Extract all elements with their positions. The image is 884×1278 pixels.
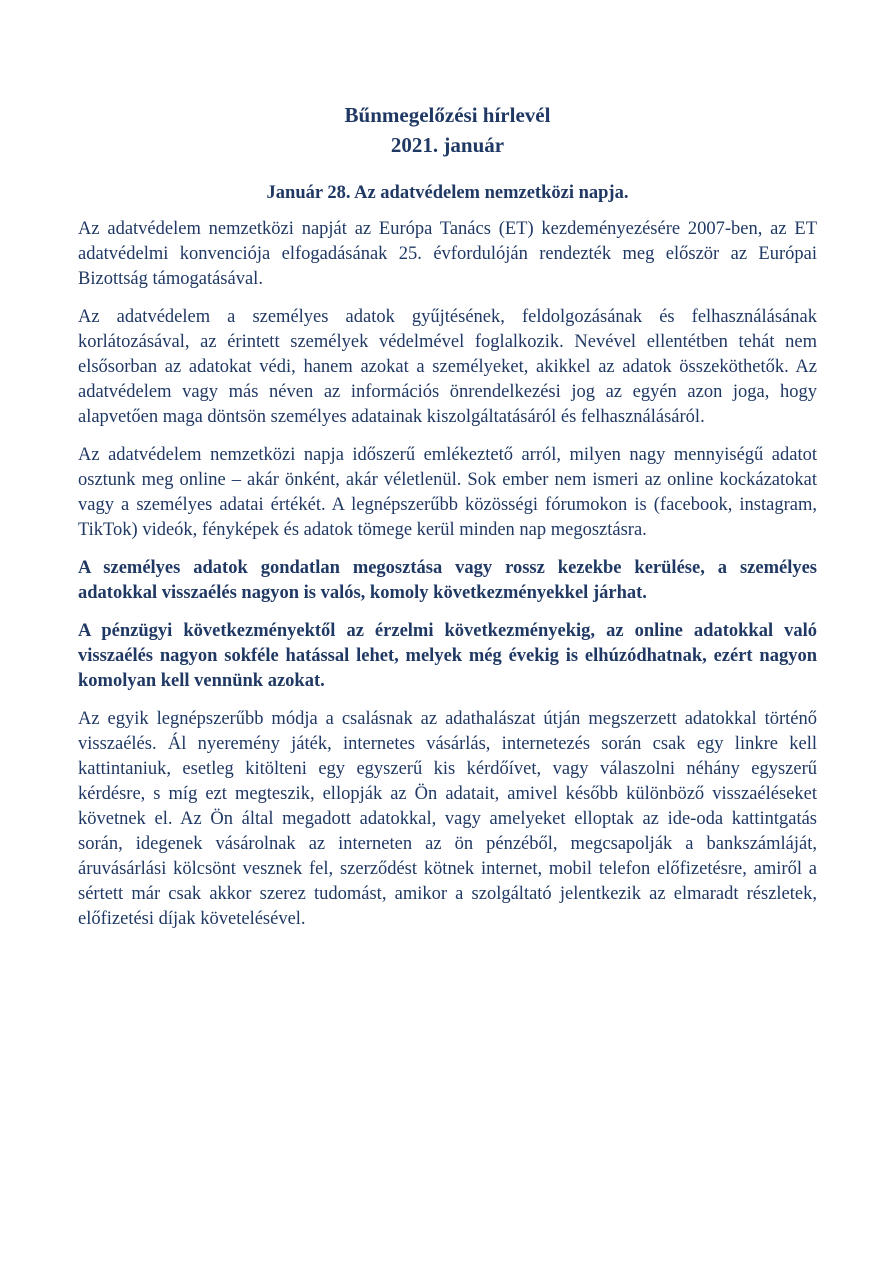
paragraph-fraud: Az egyik legnépszerűbb módja a csalásnak az adathalászat útján megszerzett adatokkal történő visszaélés. Ál nyeremény játék, internetes vásárlás, internetezés során csak egy linkre kell kattintaniuk, esetleg kitölteni egy egyszerű kis kérdőívet, vagy válaszolni néhány egyszerű kérdésre, s míg ezt megteszik, ellopják az Ön adatait, amivel később különböző visszaéléseket követnek el. Az Ön által megadott adatokkal, vagy amelyeket elloptak az ide-oda kattintgatás során, idegenek vásárolnak az interneten az ön pénzéből, megcsapolják a bankszámláját, áruvásárlási kölcsönt vesznek fel, szerződést kötnek internet, mobil telefon előfizetésre, amiről a sértett már csak akkor szerez tudomást, amikor a szolgáltató jelentkezik az elmaradt részletek, előfizetési díjak követelésével. [78,709,817,929]
section-heading: Január 28. Az adatvédelem nemzetközi napja. [266,183,629,203]
title-line-2: 2021. január [390,133,505,157]
paragraph-consequences: A pénzügyi következményektől az érzelmi következményekig, az online adatokkal való visszaélés nagyon sokféle hatással lehet, melyek még évekig is elhúzódhatnak, ezért nagyon komolyan kell vennünk azokat. [78,621,817,691]
paragraph-intro: Az adatvédelem nemzetközi napját az Európa Tanács (ET) kezdeményezésére 2007-ben, az ET adatvédelmi konvenciója elfogadásának 25. évfordulóján rendezték meg először az Európai Bizottság támogatásával. [78,219,817,289]
paragraph-reminder: Az adatvédelem nemzetközi napja időszerű emlékeztető arról, milyen nagy mennyiségű adatot osztunk meg online – akár önként, akár véletlenül. Sok ember nem ismeri az online kockázatokat vagy a személyes adatai értékét. A legnépszerűbb közösségi fórumokon is (facebook, instagram, TikTok) videók, fényképek és adatok tömege kerül minden nap megosztásra. [78,445,817,540]
title-line-1: Bűnmegelőzési hírlevél [344,103,551,127]
paragraph-warning: A személyes adatok gondatlan megosztása vagy rossz kezekbe kerülése, a személyes adatokkal visszaélés nagyon is valós, komoly következményekkel járhat. [78,558,817,603]
newsletter-title [78,100,817,160]
paragraph-definition: Az adatvédelem a személyes adatok gyűjtésének, feldolgozásának és felhasználásának korlátozásával, az érintett személyek védelmével foglalkozik. Nevével ellentétben tehát nem elsősorban az adatokat védi, hanem azokat a személyeket, akikkel az adatok összeköthetők. Az adatvédelem vagy más néven az információs önrendelkezési jog az egyén azon joga, hogy alapvetően maga döntsön személyes adatainak kiszolgáltatásáról és felhasználásáról. [78,307,817,427]
document-page [78,100,817,932]
